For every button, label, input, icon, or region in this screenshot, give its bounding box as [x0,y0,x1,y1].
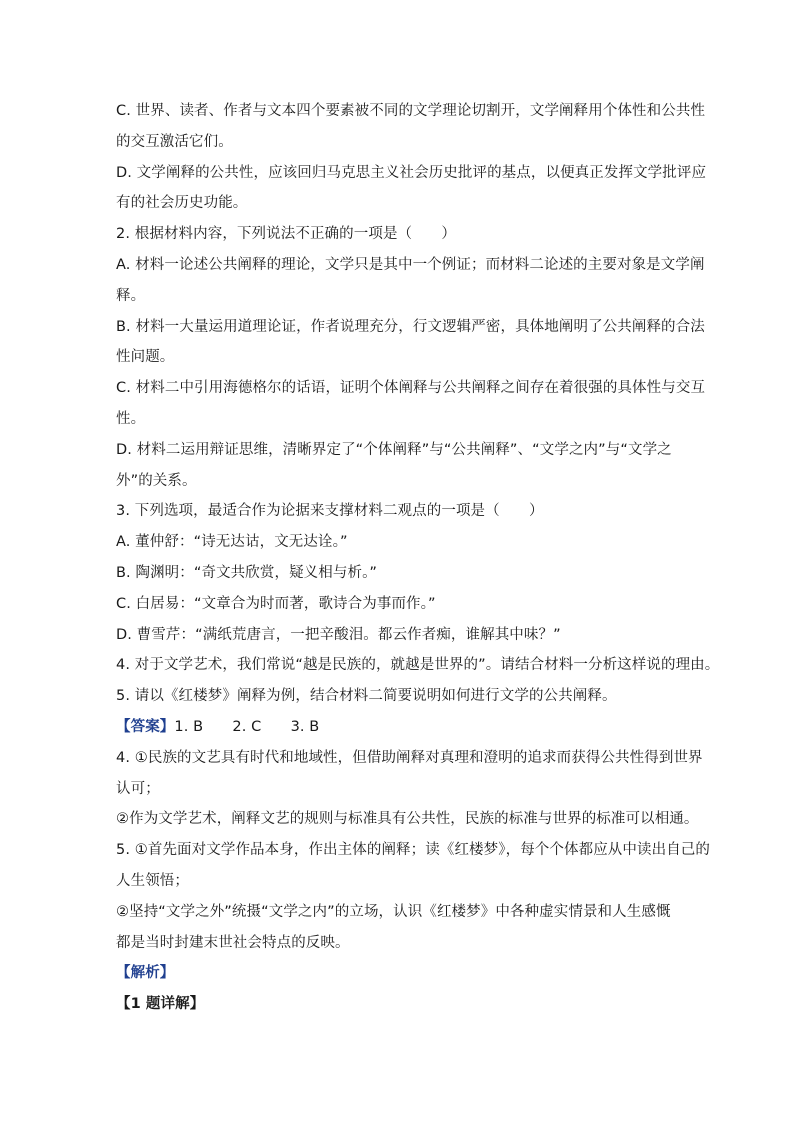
q2-option-a-line-1: A. 材料一论述公共阐释的理论，文学只是其中一个例证；而材料二论述的主要对象是文学阐 [116,256,705,273]
q2-option-d-line-1: D. 材料二运用辩证思维，清晰界定了“个体阐释”与“公共阐释”、“文学之内”与“文学之 [116,441,672,458]
answer-label: 【答案】 [116,718,175,735]
q3-option-a: A. 董仲舒：“诗无达诂，文无达诠。” [116,534,348,551]
question-3-stem: 3. 下列选项，最适合作为论据来支撑材料二观点的一项是（ ） [116,503,544,520]
document-body [116,101,720,1025]
option-c-line-1: C. 世界、读者、作者与文本四个要素被不同的文学理论切割开，文学阐释用个体性和公共性 [116,103,706,119]
answer-4-line-3: ②作为文学艺术，阐释文艺的规则与标准具有公共性，民族的标准与世界的标准可以相通。 [116,811,699,828]
q3-option-b: B. 陶渊明：“奇文共欣赏，疑义相与析。” [116,564,378,581]
answer-5-line-2: 人生领悟； [116,872,189,889]
q2-option-b-line-2: 性问题。 [116,349,175,366]
q2-option-c-line-2: 性。 [116,410,146,427]
answer-line [116,717,682,737]
q2-option-d-line-2: 外”的关系。 [116,472,197,489]
option-d-line-2: 有的社会历史功能。 [116,195,248,212]
question-4: 4. 对于文学艺术，我们常说“越是民族的，就越是世界的”。请结合材料一分析这样说的理由。 [116,657,720,674]
q3-option-d: D. 曹雪芹：“满纸荒唐言，一把辛酸泪。都云作者痴，谁解其中味？” [116,626,561,643]
option-c-line-2: 的交互激活它们。 [116,133,233,150]
answer-5-line-4: 都是当时封建末世社会特点的反映。 [116,934,350,951]
answer-5-line-1: 5. ①首先面对文学作品本身，作出主体的阐释；读《红楼梦》，每个个体都应从中读出自己的 [116,842,710,859]
analysis-label: 【解析】 [116,965,175,982]
q2-option-a-line-2: 释。 [116,287,146,304]
option-d-line-1: D. 文学阐释的公共性，应该回归马克思主义社会历史批评的基点，以便真正发挥文学批评应 [116,164,707,181]
q3-option-c: C. 白居易：“文章合为时而著，歌诗合为事而作。” [116,595,436,612]
question-2-stem: 2. 根据材料内容，下列说法不正确的一项是（ ） [116,226,456,243]
q2-option-b-line-1: B. 材料一大量运用道理论证，作者说理充分，行文逻辑严密，具体地阐明了公共阐释的合法 [116,318,705,335]
answer-5-line-3: ②坚持“文学之外”统摄“文学之内”的立场，认识《红楼梦》中各种虚实情景和人生感慨 [116,903,671,920]
answer-choices: 1. B 2. C 3. B [174,718,320,735]
question-1-detail-label: 【1 题详解】 [116,996,205,1013]
answer-4-line-1: 4. ①民族的文艺具有时代和地域性，但借助阐释对真理和澄明的追求而获得公共性得到世界 [116,749,703,766]
q2-option-c-line-1: C. 材料二中引用海德格尔的话语，证明个体阐释与公共阐释之间存在着很强的具体性与交互 [116,380,706,397]
answer-4-line-2: 认可； [116,780,160,797]
question-5: 5. 请以《红楼梦》阐释为例，结合材料二简要说明如何进行文学的公共阐释。 [116,688,617,705]
